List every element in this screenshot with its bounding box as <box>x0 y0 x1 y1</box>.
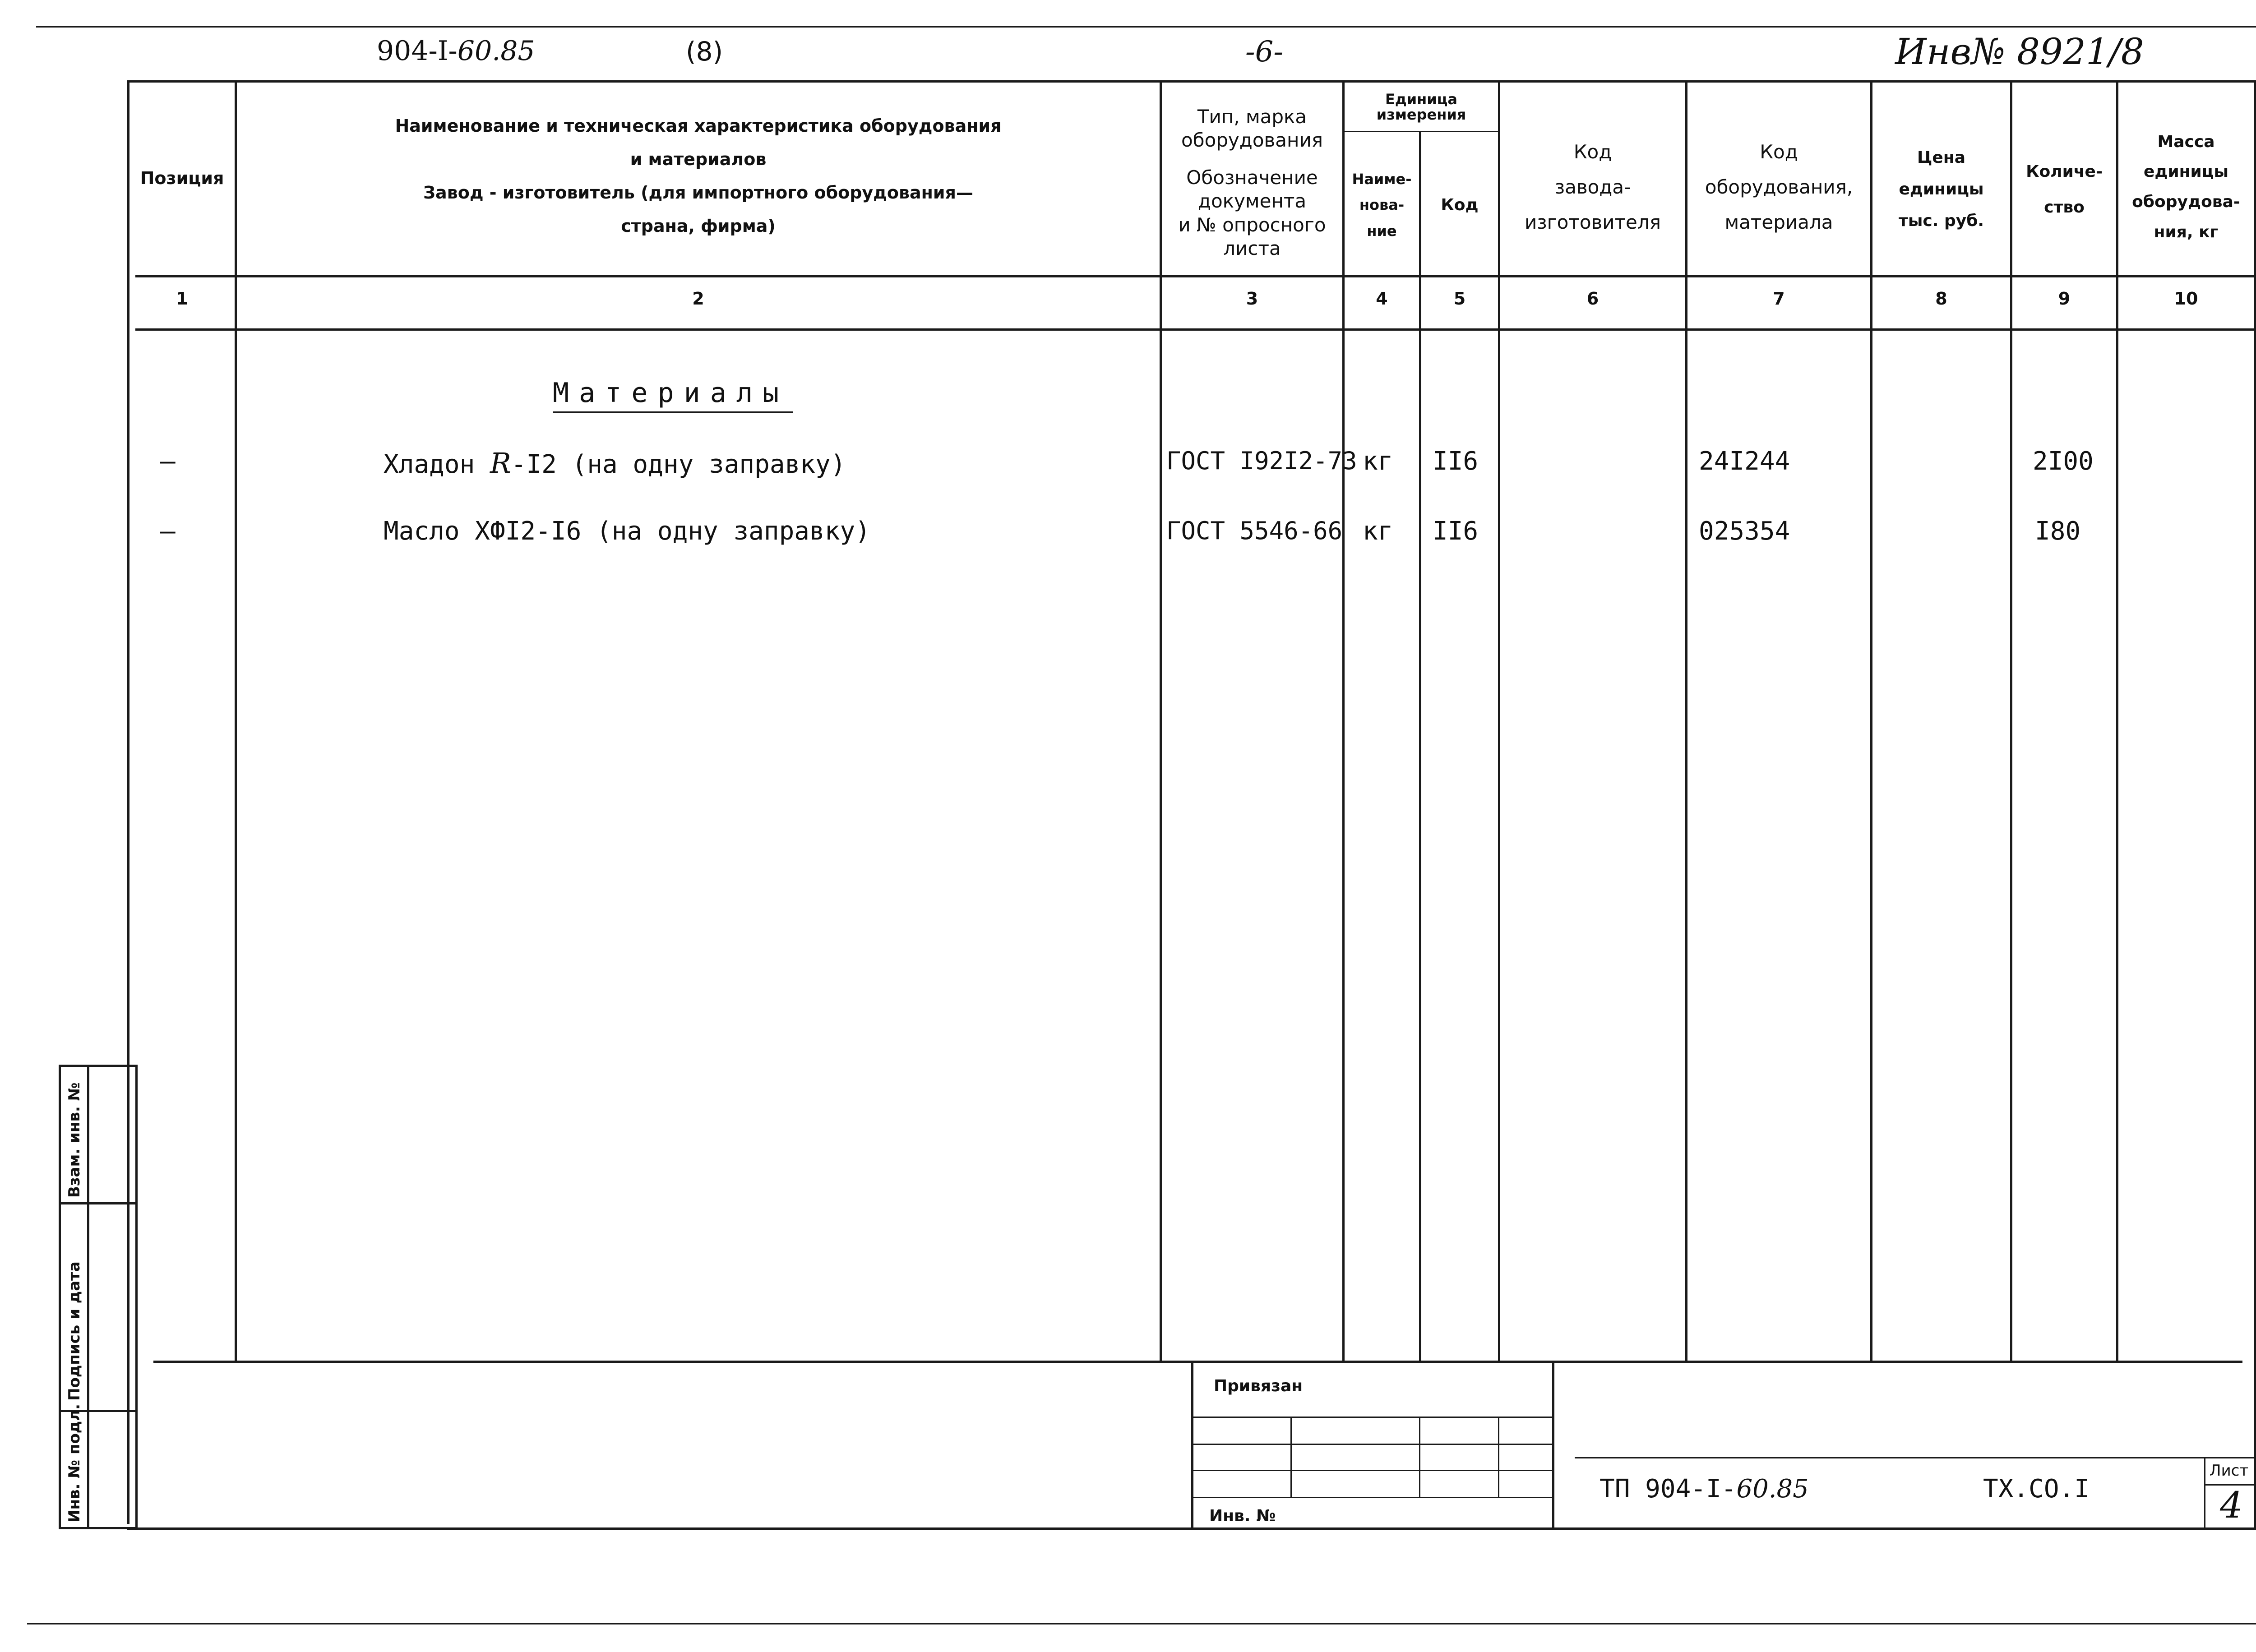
header-type: Тип, марка оборудования Обозначение документа и № опросного листа <box>1178 105 1326 259</box>
row1-material-code: 24I244 <box>1699 447 1790 476</box>
title-block-right-edge <box>2254 1361 2256 1528</box>
header-unit-name: Наиме- нова- ние <box>1352 170 1412 240</box>
col-divider-7 <box>1870 80 1872 1361</box>
row2-position: – <box>160 517 176 546</box>
side-stamp-signature: Подпись и дата <box>65 1261 83 1401</box>
sheet-code: ТХ.СО.I <box>1983 1474 2090 1504</box>
col-divider-2 <box>1160 80 1162 1361</box>
header-price: Цена единицы тыс. руб. <box>1898 148 1984 231</box>
top-border <box>36 26 2256 28</box>
row2-document: ГОСТ 5546-66 <box>1166 517 1343 545</box>
col-num-9: 9 <box>2058 289 2071 309</box>
col-num-4: 4 <box>1376 289 1388 309</box>
doc-code-hand: 60.85 <box>457 35 535 67</box>
col-divider-9 <box>2116 80 2118 1361</box>
inventory-number: Инв№ 8921/8 <box>1895 31 2144 73</box>
privyazan-label: Привязан <box>1214 1377 1303 1395</box>
page-number: -6- <box>1245 35 1283 69</box>
privyazan-col-1 <box>1290 1417 1292 1497</box>
table-right-border <box>2254 80 2256 1361</box>
unit-group-divider <box>1342 131 1498 132</box>
col-divider-5 <box>1498 80 1500 1361</box>
privyazan-col-2 <box>1419 1417 1420 1497</box>
col-num-1: 1 <box>176 289 188 309</box>
privyazan-right <box>1552 1361 1554 1527</box>
col-num-5: 5 <box>1453 289 1466 309</box>
page-bottom-line <box>27 1623 2256 1624</box>
row2-quantity: I80 <box>2035 517 2081 546</box>
row1-document: ГОСТ I92I2-73 <box>1166 447 1357 475</box>
col-num-2: 2 <box>692 289 704 309</box>
header-unit-code: Код <box>1441 195 1479 214</box>
col-divider-6 <box>1685 80 1687 1361</box>
side-stamp-divider <box>87 1067 89 1527</box>
row1-unit: кг <box>1363 447 1393 476</box>
header-mass: Масса единицы оборудова- ния, кг <box>2132 132 2240 241</box>
table-top-border <box>127 80 2256 83</box>
header-position: Позиция <box>140 168 224 188</box>
row2-unit: кг <box>1363 517 1393 546</box>
privyazan-row-4 <box>1193 1497 1552 1498</box>
doc-code-printed: 904-I- <box>377 35 458 67</box>
col-num-3: 3 <box>1246 289 1258 309</box>
section-title: Материалы <box>553 377 793 413</box>
col-num-6: 6 <box>1586 289 1599 309</box>
col-divider-4 <box>1419 131 1421 1361</box>
privyazan-col-3 <box>1498 1417 1499 1497</box>
numbers-row-bottom-line <box>135 328 2254 331</box>
header-name: Наименование и техническая характеристика оборудования и материалов Завод - изготовитель (для импортного оборудования— страна, фирма) <box>395 115 1002 236</box>
header-quantity: Количе- ство <box>2026 162 2103 217</box>
sheet-label: Лист <box>2210 1462 2249 1480</box>
row2-material-code: 025354 <box>1699 517 1790 546</box>
col-num-7: 7 <box>1773 289 1785 309</box>
side-stamp-inventory: Инв. № подл. <box>65 1403 83 1523</box>
sheet-paren: (8) <box>686 36 723 67</box>
inv-no-label: Инв. № <box>1209 1507 1276 1525</box>
header-material-code: Код оборудования, материала <box>1705 141 1853 233</box>
row1-quantity: 2I00 <box>2033 447 2094 476</box>
sheet-box-left <box>2204 1457 2205 1527</box>
header-bottom-line <box>135 275 2254 277</box>
side-stamp-row-1 <box>61 1202 135 1204</box>
stamp-top-line <box>1575 1457 2254 1458</box>
row2-unit-code: II6 <box>1433 517 1479 546</box>
sheet-number: 4 <box>2220 1484 2243 1526</box>
header-unit-group: Единица измерения <box>1376 91 1466 123</box>
side-stamp <box>59 1065 138 1529</box>
side-stamp-replacement: Взам. инв. № <box>65 1082 83 1198</box>
row1-position: – <box>160 447 176 476</box>
col-divider-1 <box>235 80 237 1361</box>
row2-name: Масло ХФI2-I6 (на одну заправку) <box>384 517 870 546</box>
tp-code: ТП 904-I-60.85 <box>1600 1474 1809 1504</box>
col-divider-8 <box>2010 80 2012 1361</box>
row1-name: Хладон R-I2 (на одну заправку) <box>384 447 846 480</box>
header-factory-code: Код завода- изготовителя <box>1524 141 1661 233</box>
row1-unit-code: II6 <box>1433 447 1479 476</box>
doc-code <box>377 35 535 67</box>
title-block-bottom <box>127 1527 2256 1530</box>
col-num-8: 8 <box>1935 289 1947 309</box>
table-bottom-line <box>153 1361 2242 1363</box>
col-num-10: 10 <box>2174 289 2198 309</box>
